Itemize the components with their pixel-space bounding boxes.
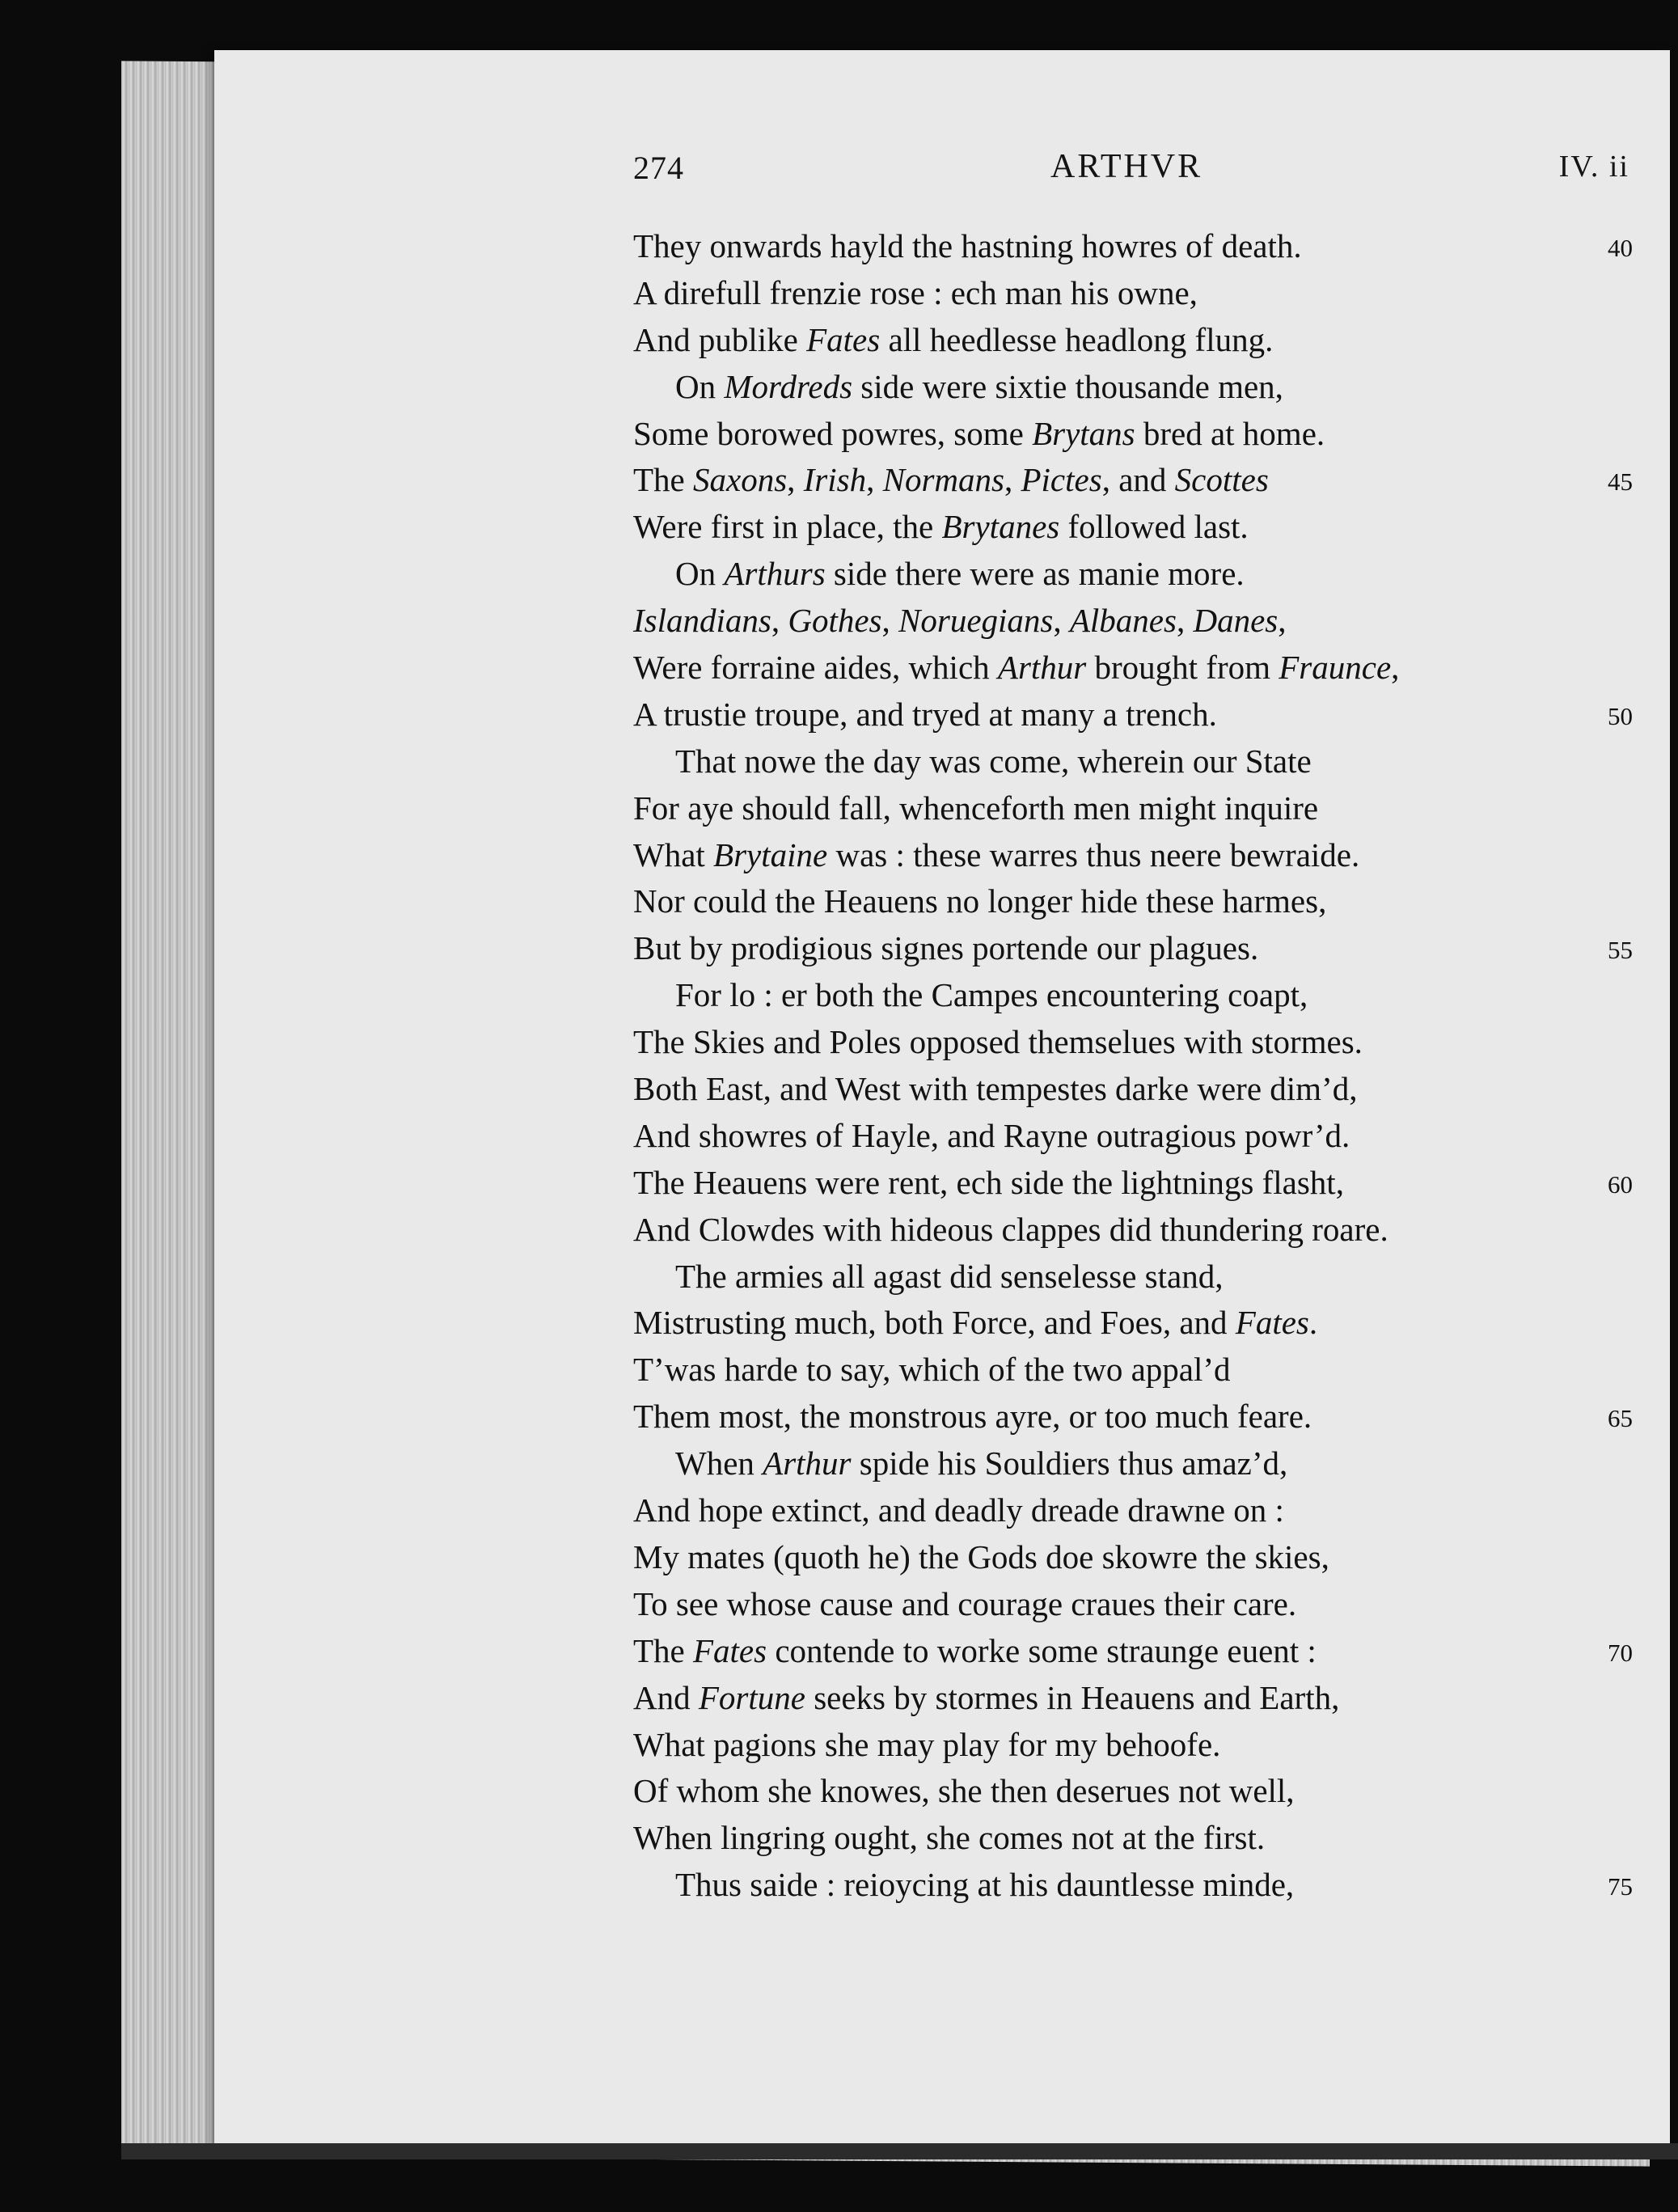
verse-segment: And showres of Hayle, and Rayne outragious powr’d. [633, 1116, 1350, 1154]
verse-line [633, 223, 1652, 270]
verse-line-text [633, 1772, 1295, 1809]
verse-line [633, 1675, 1652, 1722]
verse-segment: , [1176, 602, 1194, 640]
italic-name: Fates [1235, 1304, 1309, 1342]
verse-line [633, 1300, 1652, 1347]
verse-line [633, 270, 1652, 317]
line-number: 40 [1608, 234, 1633, 262]
verse-line-text [633, 415, 1325, 452]
verse-segment: And publike [633, 320, 807, 358]
verse-segment: . [1308, 1304, 1318, 1342]
italic-name: Fraunce [1279, 649, 1392, 687]
verse-line [633, 1347, 1652, 1394]
verse-segment: My mates (quoth he) the Gods doe skowre the skies, [633, 1537, 1329, 1575]
italic-name: Scottes [1174, 461, 1269, 499]
verse-line-text [633, 1866, 1294, 1903]
verse-segment: , and [1101, 461, 1175, 499]
verse-segment: brought from [1086, 649, 1279, 687]
verse-line-text [633, 1304, 1317, 1341]
line-number: 70 [1608, 1638, 1633, 1667]
verse-line [633, 925, 1652, 972]
verse-line-text [633, 1398, 1312, 1435]
verse-line-text [633, 1819, 1265, 1856]
section-reference: IV. ii [1558, 150, 1629, 184]
verse-line-text [633, 274, 1198, 311]
verse-line [633, 878, 1652, 925]
verse-line [633, 1019, 1652, 1066]
line-number: 60 [1608, 1169, 1633, 1199]
verse-line-text [633, 789, 1318, 827]
verse-line [633, 1113, 1652, 1160]
verse-line [633, 1534, 1652, 1581]
verse-segment: , [787, 461, 804, 499]
verse-line-text [633, 602, 1286, 639]
verse-segment: That nowe the day was come, wherein our State [675, 742, 1312, 780]
verse-line [633, 972, 1652, 1019]
italic-name: Arthurs [724, 555, 826, 593]
verse-line [633, 1254, 1652, 1301]
verse-segment: What [633, 835, 714, 873]
verse-line-text [633, 1491, 1284, 1529]
verse-line [633, 1862, 1652, 1909]
verse-line [633, 1394, 1652, 1440]
verse-segment: Both East, and West with tempestes darke were dim’d, [633, 1070, 1358, 1108]
verse-segment: , [771, 602, 788, 640]
verse-line [633, 1066, 1652, 1113]
verse-segment: The [633, 461, 693, 499]
verse-segment: When [675, 1444, 763, 1482]
italic-name: Brytans [1032, 414, 1135, 452]
verse-line-text [633, 1726, 1220, 1763]
verse-line [633, 1722, 1652, 1769]
italic-name: Irish [803, 461, 867, 499]
verse-segment: Of whom she knowes, she then deserues not well, [633, 1772, 1295, 1810]
verse-segment: Thus saide : reioycing at his dauntlesse minde, [675, 1866, 1295, 1904]
verse-line [633, 1160, 1652, 1207]
verse-line-text [633, 1585, 1296, 1622]
verse-segment: The armies all agast did senselesse stand, [675, 1257, 1224, 1295]
verse-segment: What pagions she may play for my behoofe. [633, 1725, 1221, 1763]
verse-line-text [633, 508, 1249, 545]
verse-segment: For aye should fall, whenceforth men might inquire [633, 789, 1319, 827]
verse-segment: But by prodigious signes portende our plagues. [633, 929, 1259, 967]
verse-line-text [633, 1117, 1350, 1154]
verse-line [633, 364, 1652, 411]
page-bottom-shadow [121, 2143, 1678, 2159]
verse-segment: Them most, the monstrous ayre, or too much feare. [633, 1398, 1312, 1436]
verse-segment: To see whose cause and courage craues their care. [633, 1584, 1297, 1622]
verse-segment: , [1004, 461, 1021, 499]
italic-name: Fortune [698, 1678, 805, 1716]
verse-segment: For lo : er both the Campes encountering coapt, [675, 976, 1308, 1014]
verse-segment: The [633, 1631, 693, 1669]
verse-segment: A trustie troupe, and tryed at many a trench. [633, 695, 1217, 733]
verse-line-text [633, 836, 1359, 873]
verse-segment: Mistrusting much, both Force, and Foes, and [633, 1304, 1236, 1342]
verse-line [633, 1487, 1652, 1534]
verse-segment: The Heauens were rent, ech side the lightnings flasht, [633, 1163, 1344, 1201]
italic-name: Fates [806, 320, 881, 358]
line-number: 75 [1608, 1872, 1633, 1901]
verse-segment: Nor could the Heauens no longer hide these harmes, [633, 882, 1327, 920]
italic-name: Saxons [693, 461, 788, 499]
verse-line [633, 692, 1652, 738]
italic-name: Pictes [1021, 461, 1102, 499]
verse-line-text [633, 696, 1217, 733]
verse-line-text [633, 929, 1258, 966]
verse-segment: Were first in place, the [633, 508, 942, 546]
italic-name: Noruegians [898, 602, 1054, 640]
verse-segment: On [675, 555, 725, 593]
verse-segment: Some borowed powres, some [633, 414, 1033, 452]
verse-segment: followed last. [1059, 508, 1249, 546]
verse-line-text [633, 227, 1302, 264]
verse-line [633, 411, 1652, 458]
verse-segment: A direfull frenzie rose : ech man his owne, [633, 273, 1198, 311]
verse-line [633, 832, 1652, 879]
italic-name: Fates [693, 1631, 767, 1669]
italic-name: Brytaine [713, 835, 828, 873]
verse-segment: contende to worke some straunge euent : [767, 1631, 1317, 1669]
verse-segment: all heedlesse headlong flung. [880, 320, 1274, 358]
verse-segment: , [1391, 649, 1400, 687]
verse-line [633, 785, 1652, 832]
italic-name: Albanes [1069, 602, 1177, 640]
italic-name: Islandians [633, 602, 771, 640]
verse-line-text [633, 321, 1273, 358]
verse-line-text [633, 976, 1308, 1013]
verse-text [633, 223, 1652, 1909]
italic-name: Brytanes [941, 508, 1060, 546]
verse-line-text [633, 1211, 1388, 1248]
verse-line [633, 1768, 1652, 1815]
verse-segment: , [881, 602, 899, 640]
verse-segment: And [633, 1678, 699, 1716]
verse-line [633, 1628, 1652, 1675]
page-number: 274 [633, 150, 684, 186]
verse-segment: bred at home. [1135, 414, 1325, 452]
verse-line-text [633, 1070, 1357, 1107]
verse-line-text [633, 555, 1245, 592]
verse-segment: was : these warres thus neere bewraide. [827, 835, 1360, 873]
line-number: 65 [1608, 1404, 1633, 1433]
verse-segment: And Clowdes with hideous clappes did thundering roare. [633, 1210, 1388, 1248]
verse-line [633, 1440, 1652, 1487]
verse-line-text [633, 368, 1283, 405]
verse-line [633, 457, 1652, 504]
italic-name: Mordreds [724, 367, 853, 405]
verse-line [633, 645, 1652, 692]
verse-line-text [633, 882, 1326, 920]
verse-line [633, 551, 1652, 598]
verse-line-text [633, 649, 1399, 686]
verse-segment: They onwards hayld the hastning howres of death. [633, 227, 1302, 264]
running-title: ARTHVR [1050, 148, 1203, 185]
verse-segment: side there were as manie more. [825, 555, 1245, 593]
verse-line-text [633, 1538, 1329, 1575]
verse-segment: T’was harde to say, which of the two appal’d [633, 1351, 1231, 1389]
verse-line [633, 738, 1652, 785]
verse-segment: seeks by stormes in Heauens and Earth, [805, 1678, 1340, 1716]
verse-line [633, 317, 1652, 364]
verse-line-text [633, 742, 1312, 780]
verse-line [633, 598, 1652, 645]
verse-line-text [633, 1679, 1339, 1716]
line-number: 45 [1608, 467, 1633, 497]
verse-line [633, 504, 1652, 551]
verse-line [633, 1581, 1652, 1628]
verse-line-text [633, 1632, 1317, 1669]
verse-line [633, 1207, 1652, 1254]
verse-line-text [633, 1164, 1344, 1201]
line-number: 50 [1608, 701, 1633, 730]
verse-segment: , [1278, 602, 1287, 640]
italic-name: Gothes [788, 602, 882, 640]
italic-name: Arthur [763, 1444, 852, 1482]
verse-line-text [633, 1351, 1231, 1388]
line-number: 55 [1608, 936, 1633, 965]
italic-name: Danes [1193, 602, 1279, 640]
verse-line-text [633, 1258, 1223, 1295]
verse-segment: , [866, 461, 883, 499]
verse-segment: spide his Souldiers thus amaz’d, [851, 1444, 1288, 1482]
verse-line [633, 1815, 1652, 1862]
verse-segment: When lingring ought, she comes not at the first. [633, 1819, 1266, 1857]
verse-segment: Were forraine aides, which [633, 649, 998, 687]
running-head [633, 147, 1652, 196]
verse-segment: The Skies and Poles opposed themselues with stormes. [633, 1023, 1363, 1061]
verse-segment: On [675, 367, 725, 405]
italic-name: Normans [882, 461, 1004, 499]
verse-segment: And hope extinct, and deadly dreade drawne on : [633, 1491, 1284, 1529]
verse-line-text [633, 1444, 1287, 1482]
verse-line-text [633, 1023, 1363, 1060]
verse-segment: , [1053, 602, 1070, 640]
verse-segment: side were sixtie thousande men, [852, 367, 1283, 405]
verse-line-text [633, 461, 1269, 498]
italic-name: Arthur [997, 649, 1087, 687]
